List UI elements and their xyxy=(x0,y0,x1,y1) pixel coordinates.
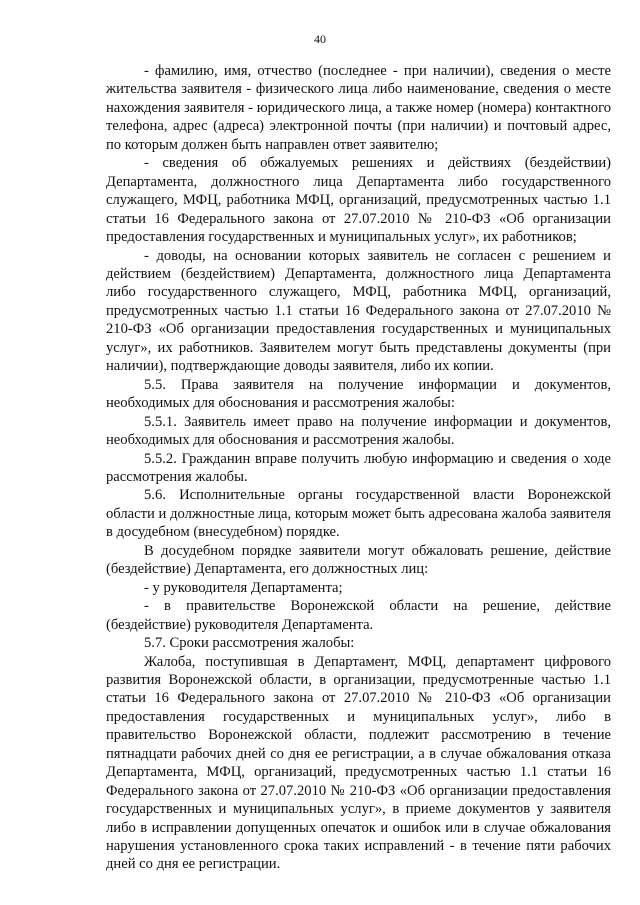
paragraph-section-5-6: 5.6. Исполнительные органы государственной власти Воронежской области и должностные лица, которым может быть адресована жалоба заявителя в досудебном (внесудебном) порядке. xyxy=(106,487,611,541)
paragraph-section-5-5-1: 5.5.1. Заявитель имеет право на получение информации и документов, необходимых для обоснования и рассмотрения жалобы. xyxy=(106,413,611,449)
paragraph-section-5-7: 5.7. Сроки рассмотрения жалобы: xyxy=(144,635,355,652)
paragraph-appealed-decisions: - сведения об обжалуемых решениях и действиях (бездействии) Департамента, должностного лица Департамента либо государственного служащего, МФЦ, работника МФЦ, организаций, предусмотренных частью 1.1 статьи 16 Федерального закона от 27.07.2010 № 210-ФЗ «Об организации предоставления государственных и муниципальных услуг», их работников; xyxy=(106,155,611,246)
paragraph-applicant-arguments: - доводы, на основании которых заявитель не согласен с решением и действием (бездействием) Департамента, должностного лица Департамента либо государственного служащего, МФЦ, работника МФЦ, организаций, предусмотренных частью 1.1 статьи 16 Федерального закона от 27.07.2010 № 210-ФЗ «Об организации предоставления государственных и муниципальных услуг», их работников. Заявителем могут быть представлены документы (при наличии), подтверждающие доводы заявителя, либо их копии. xyxy=(106,247,611,375)
page-number: 40 xyxy=(314,32,326,46)
paragraph-pretrial-appeal: В досудебном порядке заявители могут обжаловать решение, действие (бездействие) Департамента, его должностных лиц: xyxy=(106,542,611,578)
paragraph-section-5-5-2: 5.5.2. Гражданин вправе получить любую информацию и сведения о ходе рассмотрения жалобы. xyxy=(106,450,611,485)
document-body xyxy=(106,62,611,874)
paragraph-regional-government: - в правительстве Воронежской области на решение, действие (бездействие) руководителя Департамента. xyxy=(106,598,611,633)
paragraph-applicant-details: - фамилию, имя, отчество (последнее - при наличии), сведения о месте жительства заявителя - физического лица либо наименование, сведения о месте нахождения заявителя - юридического лица, а также номер (номера) контактного телефона, адрес (адреса) электронной почты (при наличии) и почтовый адрес, по которым должен быть направлен ответ заявителю; xyxy=(106,63,611,153)
paragraph-review-terms: Жалоба, поступившая в Департамент, МФЦ, департамент цифрового развития Воронежской области, в организации, предусмотренные частью 1.1 статьи 16 Федерального закона от 27.07.2010 № 210-ФЗ «Об организации предоставления государственных и муниципальных услуг», либо в правительство Воронежской области, подлежит рассмотрению в течение пятнадцати рабочих дней со дня ее регистрации, а в случае обжалования отказа Департамента, МФЦ, организаций, предусмотренных частью 1.1 статьи 16 Федерального закона от 27.07.2010 № 210-ФЗ «Об организации предоставления государственных и муниципальных услуг», в приеме документов у заявителя либо в исправлении допущенных опечаток и ошибок или в случае обжалования нарушения установленного срока таких исправлений - в течение пяти рабочих дней со дня ее регистрации. xyxy=(106,653,611,873)
paragraph-department-head: - у руководителя Департамента; xyxy=(144,579,343,596)
paragraph-section-5-5: 5.5. Права заявителя на получение информации и документов, необходимых для обоснования и рассмотрения жалобы: xyxy=(106,376,611,412)
